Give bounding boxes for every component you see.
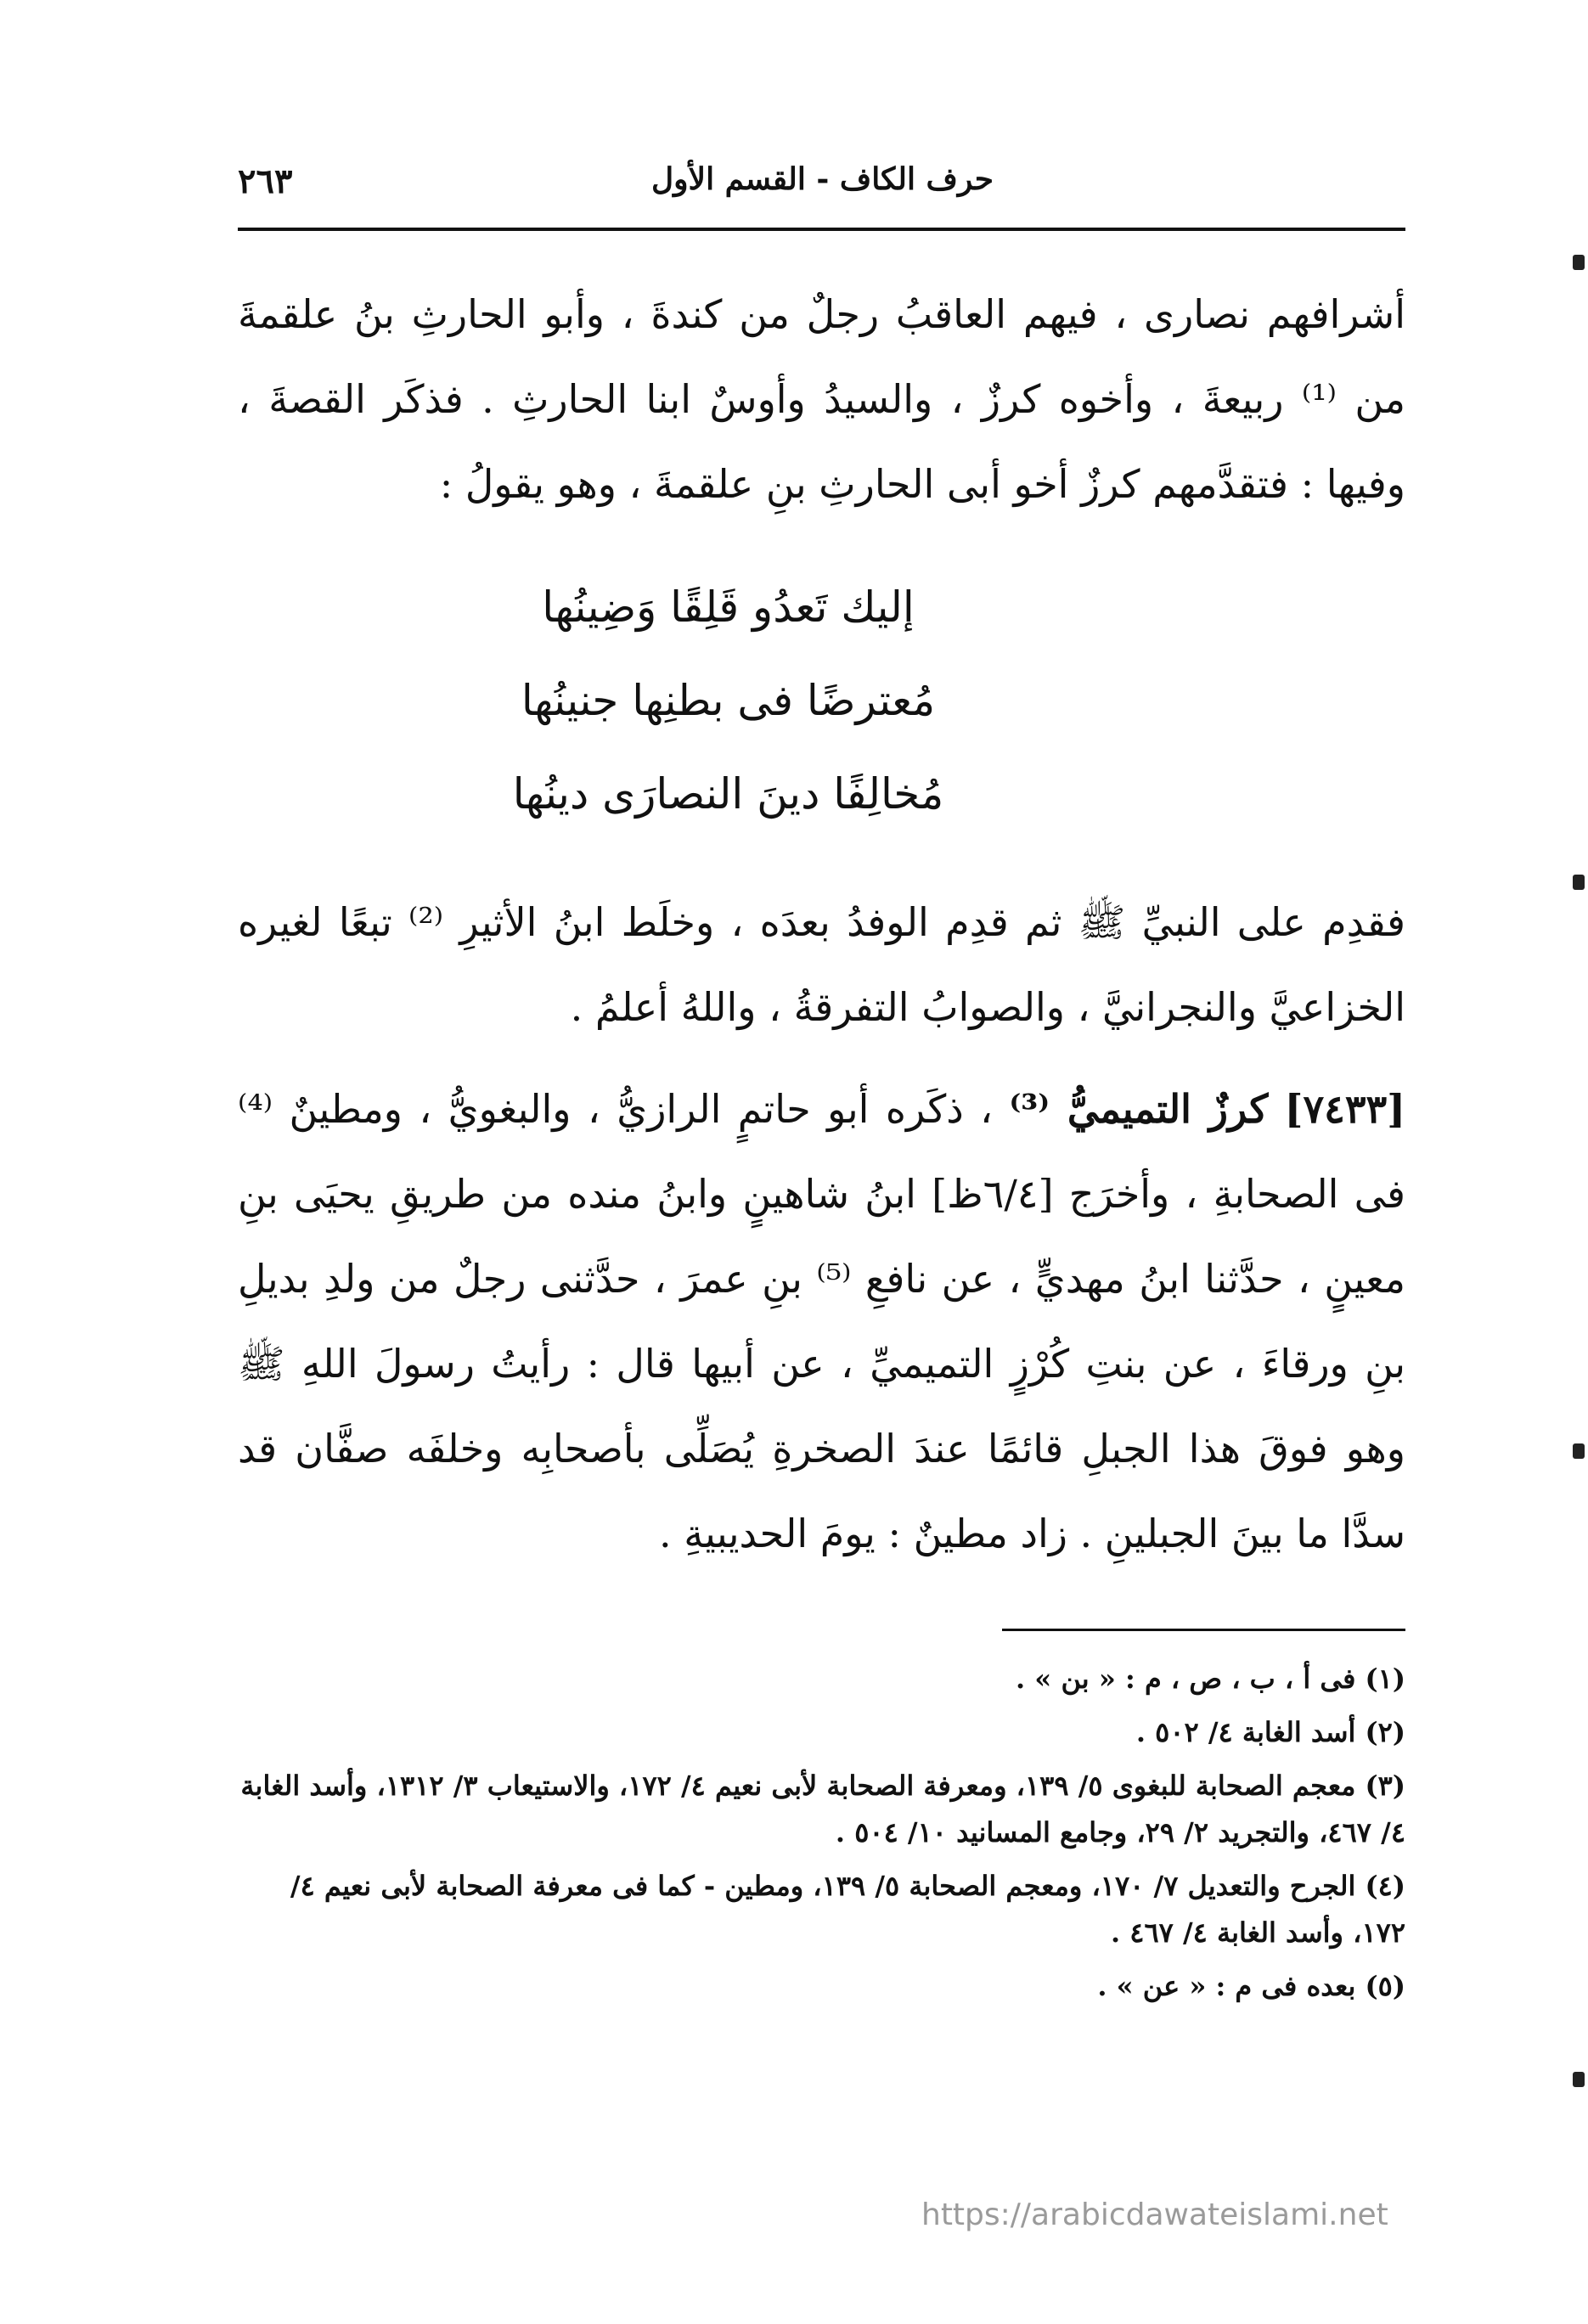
scan-edge-mark (1573, 1443, 1585, 1459)
after-verse-text: فقدِم على النبيِّ ﷺ ثم قدِم الوفدُ بعدَه ، وخلَط ابنُ الأثيرِ ⁽²⁾ تبعًا لغيره الخزاعيَّ والنجرانيَّ ، والصوابُ التفرقةُ ، واللهُ أعلمُ . (238, 899, 1405, 1030)
scan-edge-mark (1573, 255, 1585, 270)
page-header (238, 161, 1405, 221)
verse-line: مُخالِفًا دينَ النصارَى دينُها (512, 769, 944, 819)
verse-line: إليك تَعدُو قَلِقًا وَضِينُها (542, 582, 915, 632)
biography-entry (238, 1027, 1405, 1615)
footnotes (238, 1656, 1405, 2017)
entry-number: [٧٤٣٣] (1284, 1086, 1406, 1132)
footnote: (٥) بعده فى م : « عن » . (1097, 1970, 1405, 2002)
watermark: https://arabicdawateislami.net (921, 2197, 1388, 2232)
page-number: ٢٦٣ (238, 161, 293, 201)
scan-edge-mark (1573, 2072, 1585, 2087)
scan-edge-mark (1573, 875, 1585, 890)
verse-line: مُعترضًا فى بطنِها جنينُها (521, 676, 936, 725)
entry-name: كرزٌ التميميُّ ⁽³⁾ (1009, 1086, 1269, 1132)
footnote: (٣) معجم الصحابة للبغوى ٥/ ١٣٩، ومعرفة الصحابة لأبى نعيم ٤/ ١٧٢، والاستيعاب ٣/ ١٣١٢، وأسد الغابة ٤/ ٤٦٧، والتجريد ٢/ ٢٩، وجامع المسانيد ١٠/ ٥٠٤ . (240, 1770, 1405, 1849)
footnote-rule (1002, 1629, 1405, 1631)
verse-block (238, 560, 1405, 841)
footnote: (٤) الجرح والتعديل ٧/ ١٧٠، ومعجم الصحابة ٥/ ١٣٩، ومطين - كما فى معرفة الصحابة لأبى نعيم ٤/ ١٧٢، وأسد الغابة ٤/ ٤٦٧ . (290, 1870, 1405, 1949)
header-rule (238, 228, 1405, 231)
intro-paragraph (238, 272, 1405, 526)
entry-text: ، ذكَره أبو حاتمٍ الرازيُّ ، والبغويُّ ، ومطينٌ ⁽⁴⁾ فى الصحابةِ ، وأخرَج [٦/٤ظ] ابنُ شاهينٍ وابنُ منده من طريقِ يحيَى بنِ معينٍ ، حدَّثنا ابنُ مهديٍّ ، عن نافعِ ⁽⁵⁾ بنِ عمرَ ، حدَّثنى رجلٌ من ولدِ بديلِ بنِ ورقاءَ ، عن بنتِ كُرْزٍ التميميِّ ، عن أبيها قال : رأيتُ رسولَ اللهِ ﷺ وهو فوقَ هذا الجبلِ قائمًا عندَ الصخرةِ يُصَلِّى بأصحابِه وخلفَه صفَّان قد سدَّا ما بينَ الجبلينِ . زاد مطينٌ : يومَ الحديبيةِ . (238, 1086, 1406, 1556)
running-title: حرف الكاف - القسم الأول (651, 161, 994, 197)
intro-text: أشرافهم نصارى ، فيهم العاقبُ رجلٌ من كندةَ ، وأبو الحارثِ بنُ علقمةَ من ⁽¹⁾ ربيعةَ ، وأخوه كرزٌ ، والسيدُ وأوسٌ ابنا الحارثِ . فذكَر القصةَ ، وفيها : فتقدَّمهم كرزٌ أخو أبى الحارثِ بنِ علقمةَ ، وهو يقولُ : (238, 291, 1405, 507)
footnote: (٢) أسد الغابة ٤/ ٥٠٢ . (1135, 1716, 1405, 1748)
footnote: (١) فى أ ، ب ، ص ، م : « بن » . (1016, 1663, 1405, 1695)
